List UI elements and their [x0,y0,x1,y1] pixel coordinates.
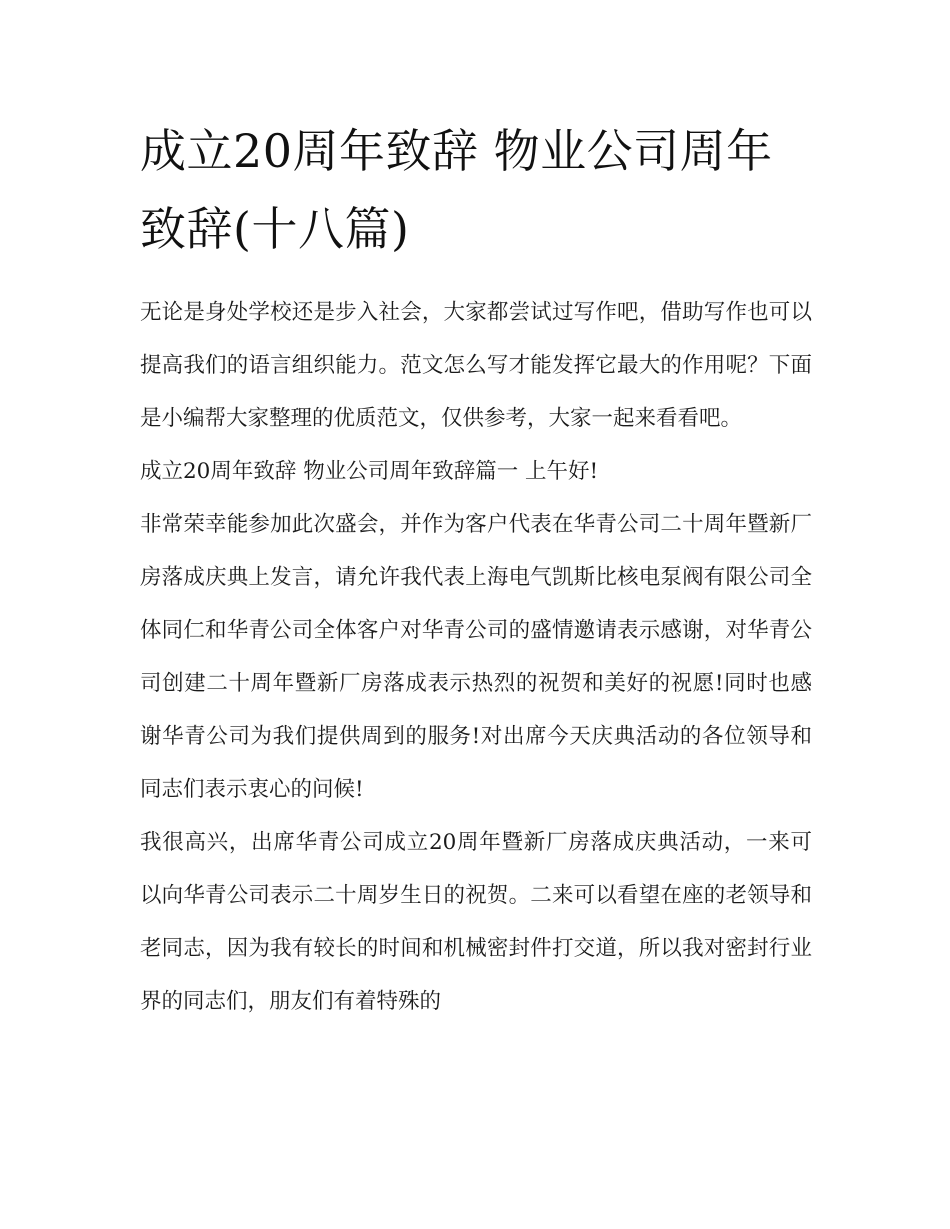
body-paragraph-2: 我很高兴，出席华青公司成立20周年暨新厂房落成庆典活动，一来可以向华青公司表示二十周岁生日的祝贺。二来可以看望在座的老领导和老同志，因为我有较长的时间和机械密封件打交道，所以我对密封行业界的同志们，朋友们有着特殊的 [140,830,812,1014]
document-page [140,112,812,1028]
body-paragraph-1: 非常荣幸能参加此次盛会，并作为客户代表在华青公司二十周年暨新厂房落成庆典上发言，请允许我代表上海电气凯斯比核电泵阀有限公司全体同仁和华青公司全体客户对华青公司的盛情邀请表示感谢，对华青公司创建二十周年暨新厂房落成表示热烈的祝贺和美好的祝愿!同时也感谢华青公司为我们提供周到的服务!对出席今天庆典活动的各位领导和同志们表示衷心的问候! [140,512,812,802]
intro-paragraph: 无论是身处学校还是步入社会，大家都尝试过写作吧，借助写作也可以提高我们的语言组织能力。范文怎么写才能发挥它最大的作用呢？下面是小编帮大家整理的优质范文，仅供参考，大家一起来看看吧。 [140,300,812,431]
section-heading-paragraph: 成立20周年致辞 物业公司周年致辞篇一 上午好! [140,459,599,484]
document-title: 成立20周年致辞 物业公司周年致辞(十八篇) [140,124,773,256]
